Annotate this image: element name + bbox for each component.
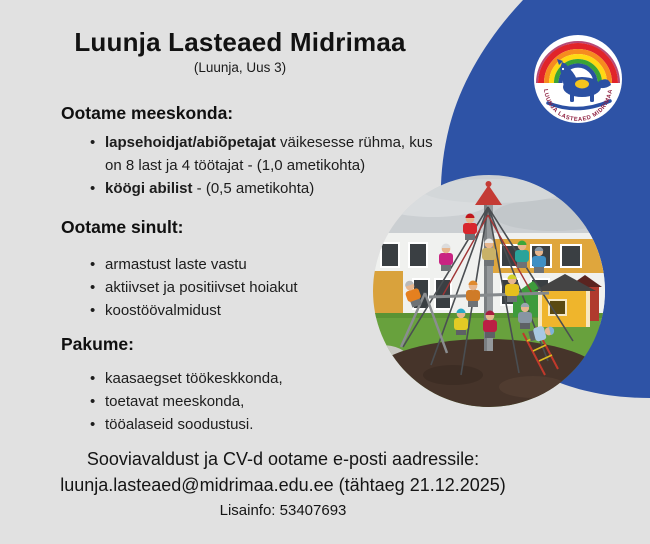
bullet-text: aktiivset ja positiivset hoiakut [105, 279, 298, 296]
bullet-text: kaasaegset töökeskkonda, [105, 370, 283, 387]
list-item [105, 390, 435, 413]
section-heading-expectations: Ootame sinult: [61, 217, 184, 237]
list-item [105, 177, 453, 200]
page-title: Luunja Lasteaed Midrimaa [74, 27, 406, 57]
list-item [105, 299, 435, 322]
bullet-text: tööalaseid soodustusi. [105, 416, 254, 433]
application-instruction: Sooviavaldust ja CV-d ootame e-posti aadressile: [86, 449, 480, 469]
address-subtitle: (Luunja, Uus 3) [193, 60, 287, 75]
list-item [105, 253, 435, 276]
contact-block [0, 446, 566, 522]
offer-list [105, 367, 435, 436]
additional-info-phone: Lisainfo: 53407693 [219, 502, 347, 519]
list-item [105, 413, 435, 436]
position-detail: väikesesse rühma, kus on 8 last ja 4 töötajat - (1,0 ametikohta) [105, 134, 433, 174]
list-item [105, 276, 435, 299]
section-heading-offer: Pakume: [61, 334, 134, 354]
team-positions-list [105, 131, 453, 200]
bullet-text: koostöövalmidust [105, 302, 221, 319]
header [0, 27, 480, 75]
list-item [105, 367, 435, 390]
position-name: kö​ögi abilist [105, 180, 193, 197]
position-name: lapsehoidjat/abiõpetajat [105, 134, 276, 151]
section-heading-team: Ootame meeskonda: [61, 103, 234, 123]
email-and-deadline: luunja.lasteaed@midrimaa.edu.ee (tähtaeg 21.12.2025) [60, 475, 506, 495]
list-item [105, 131, 453, 177]
kindergarten-logo [532, 31, 624, 133]
position-detail: - (0,5 ametikohta) [192, 180, 315, 197]
expectations-list [105, 253, 435, 322]
bullet-text: toetavat meeskonda, [105, 393, 245, 410]
logo-ring-text: LUUNJA LASTEAED MIDRIMAA [542, 88, 614, 124]
bullet-text: armastust laste vastu [105, 256, 247, 273]
